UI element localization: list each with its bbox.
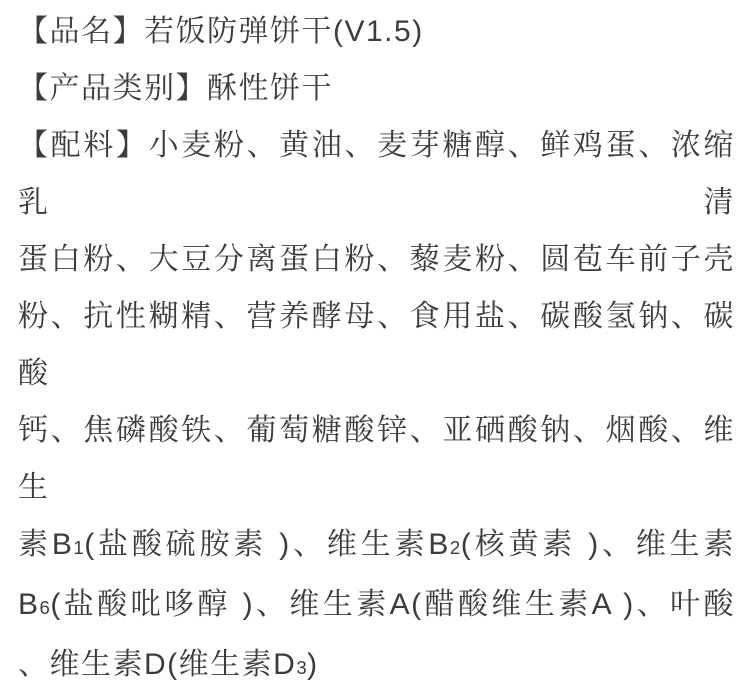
text-segment: B: [18, 588, 40, 621]
label-line: [18, 636, 735, 696]
label-line: [18, 516, 735, 576]
text-segment: 蛋白粉、大豆分离蛋白粉、藜麦粉、圆苞车前子壳: [18, 243, 735, 276]
text-segment: ): [307, 648, 319, 681]
label-line: [18, 60, 735, 117]
label-line: [18, 117, 735, 231]
label-line: [18, 231, 735, 288]
text-segment: (核黄素 )、维生素: [460, 528, 736, 561]
text-segment: (盐酸吡哆醇 )、维生素A(醋酸维生素A )、叶酸: [50, 588, 735, 621]
text-segment: (盐酸硫胺素 )、维生素B: [84, 528, 450, 561]
text-segment: 、维生素D(维生素D: [18, 648, 297, 681]
label-line: [18, 402, 735, 516]
text-segment: 【品名】若饭防弹饼干(V1.5): [18, 15, 424, 48]
label-line: [18, 576, 735, 636]
subscript-digit: 1: [73, 537, 85, 558]
text-segment: 【产品类别】酥性饼干: [18, 72, 333, 105]
text-segment: 素B: [18, 528, 74, 561]
label-line: [18, 3, 735, 60]
label-line: [18, 288, 735, 402]
text-segment: 【配料】小麦粉、黄油、麦芽糖醇、鲜鸡蛋、浓缩乳清: [18, 129, 735, 219]
subscript-digit: 3: [296, 657, 308, 678]
text-segment: 钙、焦磷酸铁、葡萄糖酸锌、亚硒酸钠、烟酸、维生: [18, 414, 735, 504]
text-segment: 粉、抗性糊精、营养酵母、食用盐、碳酸氢钠、碳酸: [18, 300, 735, 390]
subscript-digit: 2: [449, 537, 461, 558]
subscript-digit: 6: [39, 597, 51, 618]
